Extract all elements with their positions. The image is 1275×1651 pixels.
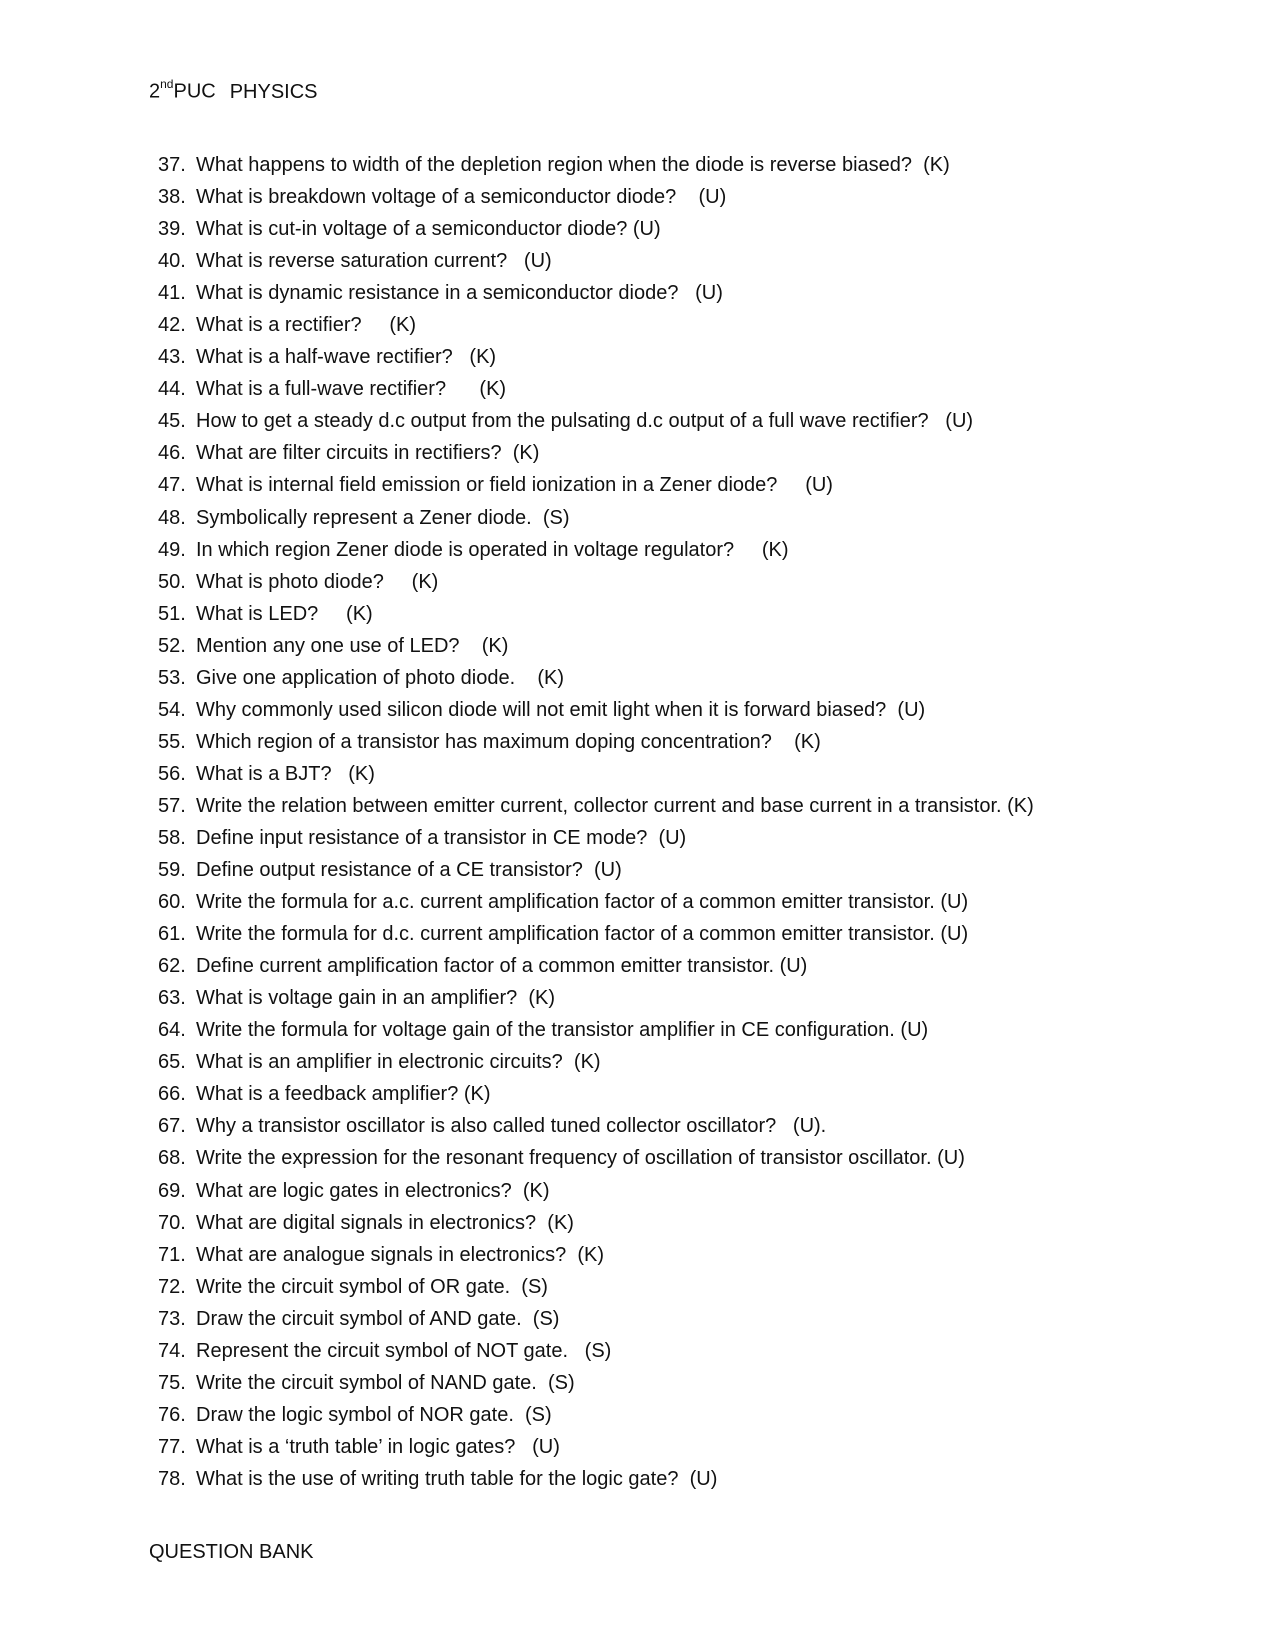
question-number: 40. <box>158 250 186 273</box>
question-number: 45. <box>158 410 186 433</box>
question-text: What is a BJT? (K) <box>196 762 375 785</box>
grade-suffix: nd <box>160 77 174 91</box>
question-item <box>158 1110 1034 1142</box>
question-item <box>158 758 1034 790</box>
question-item <box>158 437 1034 469</box>
question-item <box>158 694 1034 726</box>
question-number: 66. <box>158 1083 186 1106</box>
question-item <box>158 662 1034 694</box>
question-number: 57. <box>158 794 186 817</box>
question-item <box>158 469 1034 501</box>
question-number: 52. <box>158 634 186 657</box>
question-item <box>158 1014 1034 1046</box>
question-number: 69. <box>158 1179 186 1202</box>
question-text: What is the use of writing truth table for the logic gate? (U) <box>196 1467 718 1490</box>
question-text: What is internal field emission or field ionization in a Zener diode? (U) <box>196 474 833 497</box>
question-text: What are logic gates in electronics? (K) <box>196 1179 550 1202</box>
question-number: 61. <box>158 923 186 946</box>
question-item <box>158 534 1034 566</box>
question-item <box>158 566 1034 598</box>
question-number: 72. <box>158 1275 186 1298</box>
question-number: 75. <box>158 1371 186 1394</box>
question-text: What is a full-wave rectifier? (K) <box>196 378 507 401</box>
question-text: Why a transistor oscillator is also called tuned collector oscillator? (U). <box>196 1115 827 1138</box>
question-text: Which region of a transistor has maximum doping concentration? (K) <box>196 730 821 753</box>
question-item <box>158 245 1034 277</box>
question-text: Why commonly used silicon diode will not emit light when it is forward biased? (U) <box>196 698 926 721</box>
question-number: 74. <box>158 1339 186 1362</box>
question-text: What is LED? (K) <box>196 602 373 625</box>
question-text: Define input resistance of a transistor in CE mode? (U) <box>196 826 687 849</box>
question-number: 50. <box>158 570 186 593</box>
question-number: 68. <box>158 1147 186 1170</box>
question-text: Write the circuit symbol of OR gate. (S) <box>196 1275 548 1298</box>
question-item <box>158 1271 1034 1303</box>
question-text: Define current amplification factor of a common emitter transistor. (U) <box>196 955 808 978</box>
question-number: 71. <box>158 1243 186 1266</box>
question-item <box>158 1078 1034 1110</box>
question-number: 42. <box>158 314 186 337</box>
question-list <box>158 149 1034 1495</box>
question-item <box>158 1239 1034 1271</box>
question-item <box>158 149 1034 181</box>
question-text: What are analogue signals in electronics? (K) <box>196 1243 604 1266</box>
question-text: Draw the logic symbol of NOR gate. (S) <box>196 1403 552 1426</box>
question-item <box>158 982 1034 1014</box>
question-item <box>158 309 1034 341</box>
question-number: 41. <box>158 282 186 305</box>
question-item <box>158 1335 1034 1367</box>
question-item <box>158 822 1034 854</box>
question-text: What is breakdown voltage of a semiconductor diode? (U) <box>196 186 727 209</box>
question-number: 63. <box>158 987 186 1010</box>
question-number: 44. <box>158 378 186 401</box>
question-item <box>158 1175 1034 1207</box>
question-text: Write the expression for the resonant frequency of oscillation of transistor oscillator. (U) <box>196 1147 965 1170</box>
question-text: What is an amplifier in electronic circuits? (K) <box>196 1051 601 1074</box>
question-text: What is a feedback amplifier? (K) <box>196 1083 491 1106</box>
question-text: Draw the circuit symbol of AND gate. (S) <box>196 1307 560 1330</box>
question-text: Write the circuit symbol of NAND gate. (S) <box>196 1371 575 1394</box>
question-text: Write the formula for a.c. current amplification factor of a common emitter transistor. (U) <box>196 891 969 914</box>
question-item <box>158 373 1034 405</box>
question-item <box>158 918 1034 950</box>
question-number: 43. <box>158 346 186 369</box>
question-text: What is a ‘truth table’ in logic gates? (U) <box>196 1435 560 1458</box>
question-number: 62. <box>158 955 186 978</box>
question-text: In which region Zener diode is operated in voltage regulator? (K) <box>196 538 789 561</box>
question-number: 58. <box>158 826 186 849</box>
question-item <box>158 1431 1034 1463</box>
question-number: 39. <box>158 218 186 241</box>
question-item <box>158 1399 1034 1431</box>
question-item <box>158 181 1034 213</box>
page-header <box>149 74 318 104</box>
question-item <box>158 598 1034 630</box>
question-number: 47. <box>158 474 186 497</box>
question-text: What is cut-in voltage of a semiconductor diode? (U) <box>196 218 661 241</box>
question-item <box>158 630 1034 662</box>
question-text: What is a rectifier? (K) <box>196 314 417 337</box>
question-text: Symbolically represent a Zener diode. (S) <box>196 506 570 529</box>
question-number: 64. <box>158 1019 186 1042</box>
question-text: What is voltage gain in an amplifier? (K) <box>196 987 556 1010</box>
question-text: How to get a steady d.c output from the pulsating d.c output of a full wave rectifier? (U) <box>196 410 974 433</box>
question-number: 59. <box>158 859 186 882</box>
question-text: Write the relation between emitter current, collector current and base current in a transistor. (K) <box>196 794 1034 817</box>
question-text: Mention any one use of LED? (K) <box>196 634 509 657</box>
question-number: 73. <box>158 1307 186 1330</box>
grade-label: PUC <box>173 80 216 103</box>
page-footer: QUESTION BANK <box>149 1541 314 1563</box>
question-number: 46. <box>158 442 186 465</box>
question-item <box>158 1142 1034 1174</box>
question-text: Define output resistance of a CE transistor? (U) <box>196 859 622 882</box>
question-number: 78. <box>158 1467 186 1490</box>
question-text: Give one application of photo diode. (K) <box>196 666 565 689</box>
question-number: 67. <box>158 1115 186 1138</box>
question-item <box>158 886 1034 918</box>
question-number: 65. <box>158 1051 186 1074</box>
question-item <box>158 1046 1034 1078</box>
question-item <box>158 950 1034 982</box>
question-number: 77. <box>158 1435 186 1458</box>
question-number: 55. <box>158 730 186 753</box>
question-item <box>158 1207 1034 1239</box>
question-number: 49. <box>158 538 186 561</box>
question-item <box>158 277 1034 309</box>
question-number: 54. <box>158 698 186 721</box>
question-text: What is a half-wave rectifier? (K) <box>196 346 497 369</box>
question-number: 60. <box>158 891 186 914</box>
question-item <box>158 502 1034 534</box>
question-item <box>158 726 1034 758</box>
question-text: What is photo diode? (K) <box>196 570 439 593</box>
question-item <box>158 790 1034 822</box>
question-number: 53. <box>158 666 186 689</box>
question-number: 76. <box>158 1403 186 1426</box>
question-item <box>158 1303 1034 1335</box>
question-number: 70. <box>158 1211 186 1234</box>
question-item <box>158 854 1034 886</box>
question-text: Write the formula for d.c. current amplification factor of a common emitter transistor. (U) <box>196 923 969 946</box>
question-item <box>158 213 1034 245</box>
question-text: What is reverse saturation current? (U) <box>196 250 552 273</box>
question-item <box>158 405 1034 437</box>
question-item <box>158 1463 1034 1495</box>
question-item <box>158 1367 1034 1399</box>
question-number: 48. <box>158 506 186 529</box>
question-number: 38. <box>158 186 186 209</box>
subject-title: PHYSICS <box>229 80 318 103</box>
question-text: What are filter circuits in rectifiers? (K) <box>196 442 540 465</box>
question-text: Write the formula for voltage gain of the transistor amplifier in CE configuration. (U) <box>196 1019 929 1042</box>
question-number: 56. <box>158 762 186 785</box>
grade-number: 2 <box>149 80 161 103</box>
question-number: 37. <box>158 154 186 176</box>
question-text: What is dynamic resistance in a semiconductor diode? (U) <box>196 282 723 305</box>
question-text: What happens to width of the depletion region when the diode is reverse biased? (K) <box>196 154 950 176</box>
question-number: 51. <box>158 602 186 625</box>
question-item <box>158 341 1034 373</box>
question-text: What are digital signals in electronics? (K) <box>196 1211 574 1234</box>
question-text: Represent the circuit symbol of NOT gate. (S) <box>196 1339 612 1362</box>
